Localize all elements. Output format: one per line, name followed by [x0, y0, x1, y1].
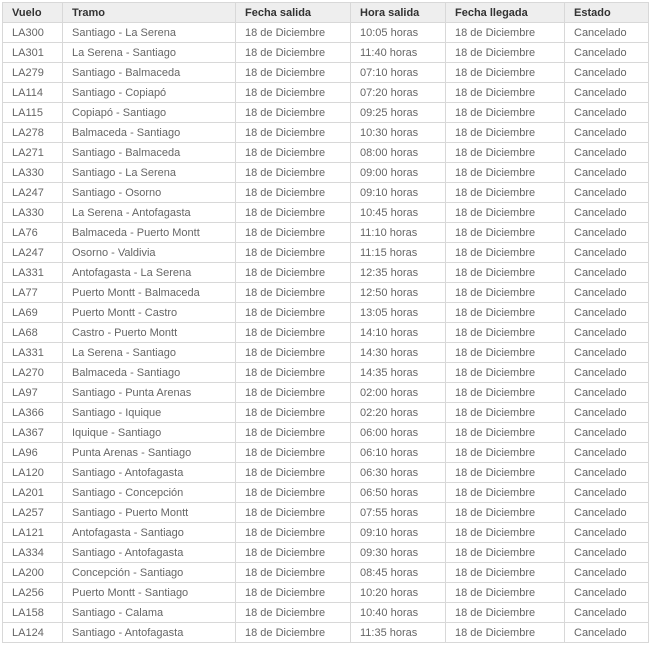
cell-vuelo: LA331	[3, 263, 63, 283]
cell-vuelo: LA367	[3, 423, 63, 443]
cell-estado: Cancelado	[565, 363, 649, 383]
cell-fecha-llegada: 18 de Diciembre	[446, 583, 565, 603]
cell-vuelo: LA120	[3, 463, 63, 483]
flight-status-table	[2, 2, 649, 643]
table-body	[3, 23, 649, 643]
cell-vuelo: LA271	[3, 143, 63, 163]
cell-hora-salida: 11:35 horas	[351, 623, 446, 643]
cell-hora-salida: 11:15 horas	[351, 243, 446, 263]
cell-vuelo: LA247	[3, 243, 63, 263]
cell-tramo: Santiago - Concepción	[63, 483, 236, 503]
cell-fecha-salida: 18 de Diciembre	[236, 563, 351, 583]
cell-fecha-llegada: 18 de Diciembre	[446, 263, 565, 283]
cell-vuelo: LA77	[3, 283, 63, 303]
table-row	[3, 363, 649, 383]
table-row	[3, 343, 649, 363]
cell-tramo: Santiago - Puerto Montt	[63, 503, 236, 523]
table-row	[3, 263, 649, 283]
cell-fecha-llegada: 18 de Diciembre	[446, 603, 565, 623]
cell-tramo: Santiago - Iquique	[63, 403, 236, 423]
cell-estado: Cancelado	[565, 543, 649, 563]
cell-fecha-salida: 18 de Diciembre	[236, 503, 351, 523]
cell-hora-salida: 02:20 horas	[351, 403, 446, 423]
cell-estado: Cancelado	[565, 243, 649, 263]
cell-tramo: Santiago - Antofagasta	[63, 543, 236, 563]
cell-hora-salida: 10:20 horas	[351, 583, 446, 603]
cell-fecha-salida: 18 de Diciembre	[236, 583, 351, 603]
cell-fecha-llegada: 18 de Diciembre	[446, 463, 565, 483]
cell-estado: Cancelado	[565, 23, 649, 43]
table-row	[3, 463, 649, 483]
cell-hora-salida: 09:10 horas	[351, 183, 446, 203]
cell-fecha-llegada: 18 de Diciembre	[446, 103, 565, 123]
cell-fecha-llegada: 18 de Diciembre	[446, 223, 565, 243]
table-row	[3, 383, 649, 403]
cell-estado: Cancelado	[565, 603, 649, 623]
cell-fecha-salida: 18 de Diciembre	[236, 183, 351, 203]
cell-hora-salida: 06:30 horas	[351, 463, 446, 483]
cell-fecha-llegada: 18 de Diciembre	[446, 423, 565, 443]
cell-vuelo: LA69	[3, 303, 63, 323]
cell-hora-salida: 11:40 horas	[351, 43, 446, 63]
cell-vuelo: LA334	[3, 543, 63, 563]
cell-hora-salida: 10:30 horas	[351, 123, 446, 143]
cell-vuelo: LA270	[3, 363, 63, 383]
cell-hora-salida: 07:10 horas	[351, 63, 446, 83]
cell-tramo: Santiago - Balmaceda	[63, 143, 236, 163]
table-row	[3, 43, 649, 63]
cell-fecha-salida: 18 de Diciembre	[236, 43, 351, 63]
cell-fecha-llegada: 18 de Diciembre	[446, 123, 565, 143]
cell-fecha-salida: 18 de Diciembre	[236, 63, 351, 83]
cell-tramo: Santiago - Osorno	[63, 183, 236, 203]
cell-vuelo: LA96	[3, 443, 63, 463]
table-row	[3, 103, 649, 123]
cell-fecha-salida: 18 de Diciembre	[236, 83, 351, 103]
table-row	[3, 623, 649, 643]
cell-fecha-salida: 18 de Diciembre	[236, 283, 351, 303]
cell-fecha-salida: 18 de Diciembre	[236, 523, 351, 543]
table-row	[3, 503, 649, 523]
table-row	[3, 183, 649, 203]
cell-estado: Cancelado	[565, 323, 649, 343]
cell-fecha-salida: 18 de Diciembre	[236, 483, 351, 503]
cell-hora-salida: 06:00 horas	[351, 423, 446, 443]
cell-estado: Cancelado	[565, 123, 649, 143]
table-row	[3, 143, 649, 163]
cell-tramo: Santiago - La Serena	[63, 23, 236, 43]
table-row	[3, 563, 649, 583]
cell-tramo: Castro - Puerto Montt	[63, 323, 236, 343]
cell-vuelo: LA68	[3, 323, 63, 343]
cell-tramo: Puerto Montt - Santiago	[63, 583, 236, 603]
cell-estado: Cancelado	[565, 563, 649, 583]
column-header-vuelo: Vuelo	[3, 3, 63, 23]
cell-fecha-salida: 18 de Diciembre	[236, 403, 351, 423]
cell-fecha-llegada: 18 de Diciembre	[446, 303, 565, 323]
cell-tramo: Santiago - La Serena	[63, 163, 236, 183]
cell-estado: Cancelado	[565, 203, 649, 223]
cell-vuelo: LA330	[3, 163, 63, 183]
cell-vuelo: LA330	[3, 203, 63, 223]
cell-fecha-llegada: 18 de Diciembre	[446, 383, 565, 403]
cell-hora-salida: 12:35 horas	[351, 263, 446, 283]
table-header	[3, 3, 649, 23]
cell-estado: Cancelado	[565, 83, 649, 103]
cell-vuelo: LA76	[3, 223, 63, 243]
cell-fecha-llegada: 18 de Diciembre	[446, 363, 565, 383]
cell-fecha-llegada: 18 de Diciembre	[446, 243, 565, 263]
cell-fecha-salida: 18 de Diciembre	[236, 423, 351, 443]
cell-estado: Cancelado	[565, 63, 649, 83]
cell-vuelo: LA97	[3, 383, 63, 403]
cell-estado: Cancelado	[565, 623, 649, 643]
cell-fecha-llegada: 18 de Diciembre	[446, 523, 565, 543]
cell-vuelo: LA158	[3, 603, 63, 623]
cell-hora-salida: 09:30 horas	[351, 543, 446, 563]
cell-hora-salida: 10:40 horas	[351, 603, 446, 623]
cell-fecha-salida: 18 de Diciembre	[236, 123, 351, 143]
cell-vuelo: LA247	[3, 183, 63, 203]
cell-fecha-llegada: 18 de Diciembre	[446, 503, 565, 523]
table-row	[3, 223, 649, 243]
cell-hora-salida: 08:00 horas	[351, 143, 446, 163]
cell-tramo: Puerto Montt - Balmaceda	[63, 283, 236, 303]
cell-estado: Cancelado	[565, 583, 649, 603]
cell-tramo: Balmaceda - Santiago	[63, 123, 236, 143]
table-row	[3, 523, 649, 543]
cell-estado: Cancelado	[565, 423, 649, 443]
cell-tramo: Antofagasta - La Serena	[63, 263, 236, 283]
cell-fecha-llegada: 18 de Diciembre	[446, 143, 565, 163]
table-row	[3, 303, 649, 323]
table-row	[3, 23, 649, 43]
cell-fecha-salida: 18 de Diciembre	[236, 23, 351, 43]
cell-tramo: Santiago - Copiapó	[63, 83, 236, 103]
cell-fecha-llegada: 18 de Diciembre	[446, 323, 565, 343]
table-row	[3, 403, 649, 423]
cell-vuelo: LA114	[3, 83, 63, 103]
cell-tramo: Balmaceda - Puerto Montt	[63, 223, 236, 243]
header-row	[3, 3, 649, 23]
cell-hora-salida: 14:10 horas	[351, 323, 446, 343]
cell-estado: Cancelado	[565, 43, 649, 63]
cell-estado: Cancelado	[565, 523, 649, 543]
cell-vuelo: LA257	[3, 503, 63, 523]
cell-estado: Cancelado	[565, 483, 649, 503]
cell-fecha-salida: 18 de Diciembre	[236, 623, 351, 643]
cell-hora-salida: 09:00 horas	[351, 163, 446, 183]
column-header-estado: Estado	[565, 3, 649, 23]
cell-fecha-salida: 18 de Diciembre	[236, 263, 351, 283]
cell-vuelo: LA121	[3, 523, 63, 543]
cell-hora-salida: 07:20 horas	[351, 83, 446, 103]
cell-hora-salida: 09:25 horas	[351, 103, 446, 123]
cell-estado: Cancelado	[565, 103, 649, 123]
table-row	[3, 203, 649, 223]
cell-vuelo: LA278	[3, 123, 63, 143]
cell-vuelo: LA300	[3, 23, 63, 43]
cell-estado: Cancelado	[565, 223, 649, 243]
cell-estado: Cancelado	[565, 163, 649, 183]
cell-fecha-llegada: 18 de Diciembre	[446, 483, 565, 503]
cell-vuelo: LA200	[3, 563, 63, 583]
cell-estado: Cancelado	[565, 303, 649, 323]
cell-tramo: Santiago - Antofagasta	[63, 623, 236, 643]
cell-tramo: Santiago - Antofagasta	[63, 463, 236, 483]
cell-estado: Cancelado	[565, 143, 649, 163]
cell-tramo: Concepción - Santiago	[63, 563, 236, 583]
cell-vuelo: LA201	[3, 483, 63, 503]
cell-tramo: Santiago - Balmaceda	[63, 63, 236, 83]
column-header-fecha-llegada: Fecha llegada	[446, 3, 565, 23]
cell-hora-salida: 02:00 horas	[351, 383, 446, 403]
cell-hora-salida: 06:50 horas	[351, 483, 446, 503]
cell-estado: Cancelado	[565, 503, 649, 523]
table-row	[3, 283, 649, 303]
cell-fecha-llegada: 18 de Diciembre	[446, 63, 565, 83]
table-row	[3, 83, 649, 103]
cell-tramo: La Serena - Santiago	[63, 43, 236, 63]
cell-fecha-salida: 18 de Diciembre	[236, 303, 351, 323]
cell-tramo: Iquique - Santiago	[63, 423, 236, 443]
cell-hora-salida: 10:45 horas	[351, 203, 446, 223]
cell-estado: Cancelado	[565, 383, 649, 403]
column-header-tramo: Tramo	[63, 3, 236, 23]
cell-estado: Cancelado	[565, 283, 649, 303]
table-row	[3, 583, 649, 603]
cell-vuelo: LA256	[3, 583, 63, 603]
column-header-hora-salida: Hora salida	[351, 3, 446, 23]
cell-hora-salida: 13:05 horas	[351, 303, 446, 323]
cell-estado: Cancelado	[565, 403, 649, 423]
cell-tramo: Copiapó - Santiago	[63, 103, 236, 123]
cell-vuelo: LA115	[3, 103, 63, 123]
cell-vuelo: LA301	[3, 43, 63, 63]
cell-vuelo: LA366	[3, 403, 63, 423]
cell-tramo: Santiago - Calama	[63, 603, 236, 623]
cell-fecha-salida: 18 de Diciembre	[236, 103, 351, 123]
cell-estado: Cancelado	[565, 183, 649, 203]
cell-tramo: Santiago - Punta Arenas	[63, 383, 236, 403]
cell-fecha-salida: 18 de Diciembre	[236, 203, 351, 223]
cell-fecha-salida: 18 de Diciembre	[236, 383, 351, 403]
cell-fecha-salida: 18 de Diciembre	[236, 443, 351, 463]
cell-fecha-llegada: 18 de Diciembre	[446, 43, 565, 63]
cell-fecha-llegada: 18 de Diciembre	[446, 163, 565, 183]
cell-tramo: Antofagasta - Santiago	[63, 523, 236, 543]
cell-tramo: Punta Arenas - Santiago	[63, 443, 236, 463]
cell-fecha-salida: 18 de Diciembre	[236, 223, 351, 243]
cell-fecha-salida: 18 de Diciembre	[236, 343, 351, 363]
column-header-fecha-salida: Fecha salida	[236, 3, 351, 23]
cell-hora-salida: 14:35 horas	[351, 363, 446, 383]
cell-tramo: Balmaceda - Santiago	[63, 363, 236, 383]
cell-fecha-salida: 18 de Diciembre	[236, 463, 351, 483]
cell-tramo: Osorno - Valdivia	[63, 243, 236, 263]
cell-estado: Cancelado	[565, 443, 649, 463]
cell-hora-salida: 09:10 horas	[351, 523, 446, 543]
cell-fecha-salida: 18 de Diciembre	[236, 163, 351, 183]
cell-fecha-llegada: 18 de Diciembre	[446, 623, 565, 643]
cell-fecha-llegada: 18 de Diciembre	[446, 543, 565, 563]
cell-fecha-salida: 18 de Diciembre	[236, 243, 351, 263]
cell-fecha-salida: 18 de Diciembre	[236, 323, 351, 343]
table-row	[3, 423, 649, 443]
cell-fecha-llegada: 18 de Diciembre	[446, 563, 565, 583]
table-row	[3, 123, 649, 143]
cell-vuelo: LA279	[3, 63, 63, 83]
cell-fecha-salida: 18 de Diciembre	[236, 543, 351, 563]
cell-hora-salida: 12:50 horas	[351, 283, 446, 303]
cell-hora-salida: 07:55 horas	[351, 503, 446, 523]
table-row	[3, 243, 649, 263]
cell-fecha-llegada: 18 de Diciembre	[446, 203, 565, 223]
table-row	[3, 163, 649, 183]
cell-fecha-llegada: 18 de Diciembre	[446, 343, 565, 363]
cell-fecha-llegada: 18 de Diciembre	[446, 23, 565, 43]
cell-fecha-salida: 18 de Diciembre	[236, 363, 351, 383]
cell-fecha-llegada: 18 de Diciembre	[446, 403, 565, 423]
table-row	[3, 543, 649, 563]
cell-fecha-llegada: 18 de Diciembre	[446, 183, 565, 203]
cell-estado: Cancelado	[565, 463, 649, 483]
table-row	[3, 603, 649, 623]
cell-hora-salida: 08:45 horas	[351, 563, 446, 583]
cell-hora-salida: 11:10 horas	[351, 223, 446, 243]
cell-estado: Cancelado	[565, 263, 649, 283]
table-row	[3, 483, 649, 503]
cell-tramo: La Serena - Antofagasta	[63, 203, 236, 223]
cell-estado: Cancelado	[565, 343, 649, 363]
cell-fecha-salida: 18 de Diciembre	[236, 603, 351, 623]
cell-hora-salida: 06:10 horas	[351, 443, 446, 463]
table-row	[3, 443, 649, 463]
cell-tramo: La Serena - Santiago	[63, 343, 236, 363]
cell-fecha-llegada: 18 de Diciembre	[446, 83, 565, 103]
cell-vuelo: LA331	[3, 343, 63, 363]
cell-fecha-llegada: 18 de Diciembre	[446, 283, 565, 303]
cell-fecha-llegada: 18 de Diciembre	[446, 443, 565, 463]
table-row	[3, 323, 649, 343]
cell-hora-salida: 14:30 horas	[351, 343, 446, 363]
table-row	[3, 63, 649, 83]
cell-vuelo: LA124	[3, 623, 63, 643]
cell-tramo: Puerto Montt - Castro	[63, 303, 236, 323]
cell-fecha-salida: 18 de Diciembre	[236, 143, 351, 163]
cell-hora-salida: 10:05 horas	[351, 23, 446, 43]
